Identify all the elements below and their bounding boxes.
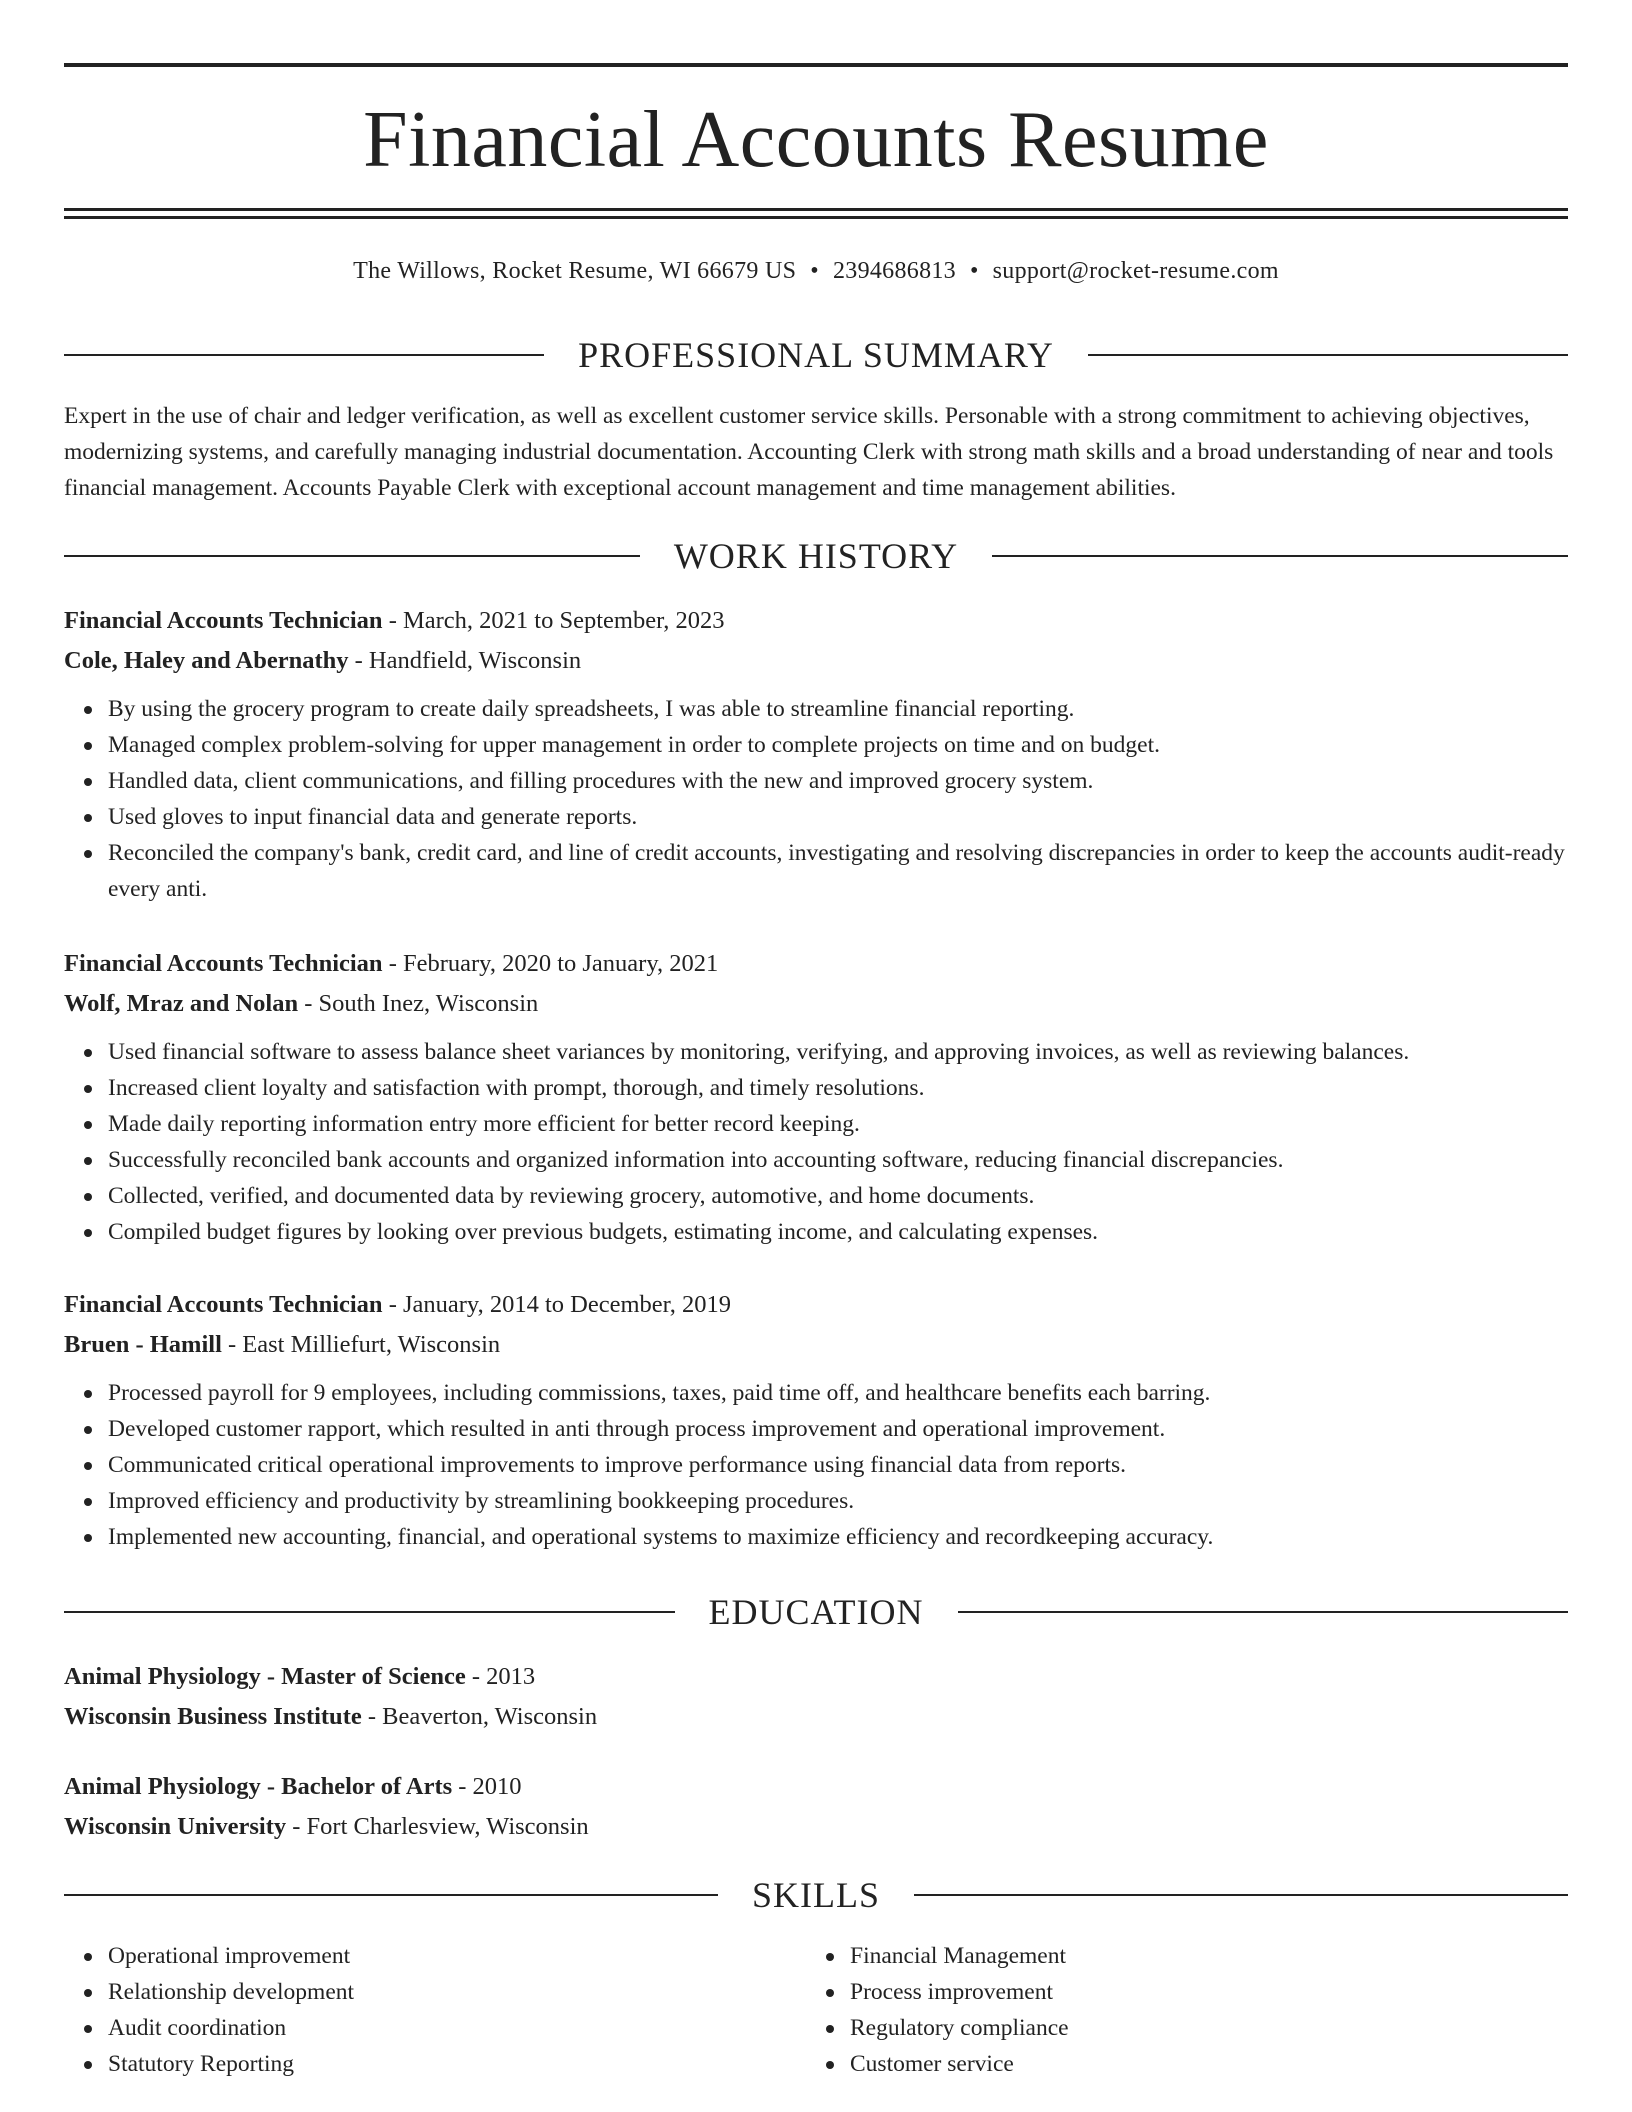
job-company-line [64, 984, 1568, 1024]
divider-line [64, 354, 544, 356]
job-location: - East Milliefurt, Wisconsin [221, 1331, 501, 1358]
skills-column-left [64, 1938, 806, 2082]
job-company: Bruen - Hamill [64, 1331, 222, 1358]
list-item: Collected, verified, and documented data by reviewing grocery, automotive, and home documents. [108, 1178, 1568, 1214]
list-item: Used financial software to assess balance sheet variances by monitoring, verifying, and approving invoices, as well as reviewing balances. [108, 1034, 1568, 1070]
job-company: Wolf, Mraz and Nolan [64, 990, 299, 1017]
education-degree-line [64, 1767, 1568, 1807]
job-company: Cole, Haley and Abernathy [64, 647, 349, 674]
job-dates: - March, 2021 to September, 2023 [382, 607, 725, 634]
list-item: Communicated critical operational improvements to improve performance using financial data from reports. [108, 1447, 1568, 1483]
job-dates: - January, 2014 to December, 2019 [382, 1291, 732, 1318]
skill-item: Process improvement [850, 1974, 1548, 2010]
job-title-line [64, 944, 1568, 984]
skill-item: Statutory Reporting [108, 2046, 806, 2082]
list-item: Managed complex problem-solving for upper management in order to complete projects on time and on budget. [108, 727, 1568, 763]
contact-address: The Willows, Rocket Resume, WI 66679 US [353, 258, 797, 284]
section-heading-skills [64, 1873, 1568, 1917]
divider-line [64, 1894, 718, 1896]
divider-line [958, 1611, 1569, 1613]
skills-column-right [806, 1938, 1548, 2082]
section-title: WORK HISTORY [673, 536, 959, 576]
list-item: Used gloves to input financial data and generate reports. [108, 799, 1568, 835]
list-item: Implemented new accounting, financial, and operational systems to maximize efficiency and recordkeeping accuracy. [108, 1519, 1568, 1555]
job-title: Financial Accounts Technician [64, 950, 383, 977]
skill-item: Regulatory compliance [850, 2010, 1548, 2046]
contact-line [64, 255, 1568, 287]
education-degree: Animal Physiology - Master of Science [64, 1663, 466, 1690]
job-bullets [64, 1034, 1568, 1250]
divider-line [64, 1611, 675, 1613]
education-school-line [64, 1807, 1568, 1847]
job-title-line [64, 1285, 1568, 1325]
title-rule-lower [64, 216, 1568, 219]
divider-line [64, 555, 640, 557]
list-item: Increased client loyalty and satisfaction with prompt, thorough, and timely resolutions. [108, 1070, 1568, 1106]
list-item: By using the grocery program to create daily spreadsheets, I was able to streamline financial reporting. [108, 691, 1568, 727]
job-dates: - February, 2020 to January, 2021 [382, 950, 719, 977]
section-title: SKILLS [752, 1875, 881, 1915]
section-heading-education [64, 1590, 1568, 1634]
contact-email: support@rocket-resume.com [992, 258, 1279, 284]
list-item: Reconciled the company's bank, credit card, and line of credit accounts, investigating and resolving discrepancies in order to keep the accounts audit-ready every anti. [108, 835, 1568, 907]
resume-title: Financial Accounts Resume [363, 96, 1269, 184]
list-item: Handled data, client communications, and filling procedures with the new and improved grocery system. [108, 763, 1568, 799]
job-entry [64, 1285, 1568, 1555]
divider-line [914, 1894, 1568, 1896]
education-year: - 2010 [452, 1773, 522, 1800]
list-item: Successfully reconciled bank accounts and organized information into accounting software, reducing financial discrepancies. [108, 1142, 1568, 1178]
skill-item: Customer service [850, 2046, 1548, 2082]
job-bullets [64, 1375, 1568, 1555]
list-item: Made daily reporting information entry more efficient for better record keeping. [108, 1106, 1568, 1142]
divider-line [992, 555, 1568, 557]
education-degree-line [64, 1657, 1568, 1697]
job-location: - South Inez, Wisconsin [298, 990, 539, 1017]
education-degree: Animal Physiology - Bachelor of Arts [64, 1773, 453, 1800]
title-rule-upper [64, 208, 1568, 211]
education-school: Wisconsin University [64, 1813, 287, 1840]
section-title: EDUCATION [708, 1592, 924, 1632]
divider-line [1088, 354, 1568, 356]
top-rule [64, 63, 1568, 67]
list-item: Processed payroll for 9 employees, including commissions, taxes, paid time off, and healthcare benefits each barring. [108, 1375, 1568, 1411]
education-school-line [64, 1697, 1568, 1737]
education-year: - 2013 [465, 1663, 536, 1690]
contact-separator: • [810, 258, 819, 284]
job-bullets [64, 691, 1568, 907]
section-heading-work [64, 534, 1568, 578]
job-entry [64, 601, 1568, 907]
list-item: Compiled budget figures by looking over previous budgets, estimating income, and calculating expenses. [108, 1214, 1568, 1250]
list-item: Improved efficiency and productivity by streamlining bookkeeping procedures. [108, 1483, 1568, 1519]
education-location: - Beaverton, Wisconsin [361, 1703, 598, 1730]
section-heading-summary [64, 333, 1568, 377]
education-entry [64, 1767, 1568, 1847]
section-title: PROFESSIONAL SUMMARY [578, 335, 1054, 375]
education-entry [64, 1657, 1568, 1737]
job-company-line [64, 1325, 1568, 1365]
job-title: Financial Accounts Technician [64, 1291, 383, 1318]
summary-text: Expert in the use of chair and ledger verification, as well as excellent customer service skills. Personable with a strong commitment to achieving objectives, modernizing systems, and carefully managing industrial documentation. Accounting Clerk with strong math skills and a broad understanding of near and tools financial management. Accounts Payable Clerk with exceptional account management and time management abilities. [64, 403, 1554, 501]
job-entry [64, 944, 1568, 1250]
skill-item: Operational improvement [108, 1938, 806, 1974]
skill-item: Financial Management [850, 1938, 1548, 1974]
job-location: - Handfield, Wisconsin [348, 647, 582, 674]
job-company-line [64, 641, 1568, 681]
skill-item: Relationship development [108, 1974, 806, 2010]
skills-list [64, 1938, 1568, 2082]
skill-item: Audit coordination [108, 2010, 806, 2046]
education-location: - Fort Charlesview, Wisconsin [286, 1813, 589, 1840]
job-title-line [64, 601, 1568, 641]
contact-separator: • [969, 258, 979, 284]
education-school: Wisconsin Business Institute [64, 1703, 362, 1730]
job-title: Financial Accounts Technician [64, 607, 383, 634]
list-item: Developed customer rapport, which resulted in anti through process improvement and operational improvement. [108, 1411, 1568, 1447]
contact-phone: 2394686813 [832, 258, 956, 284]
